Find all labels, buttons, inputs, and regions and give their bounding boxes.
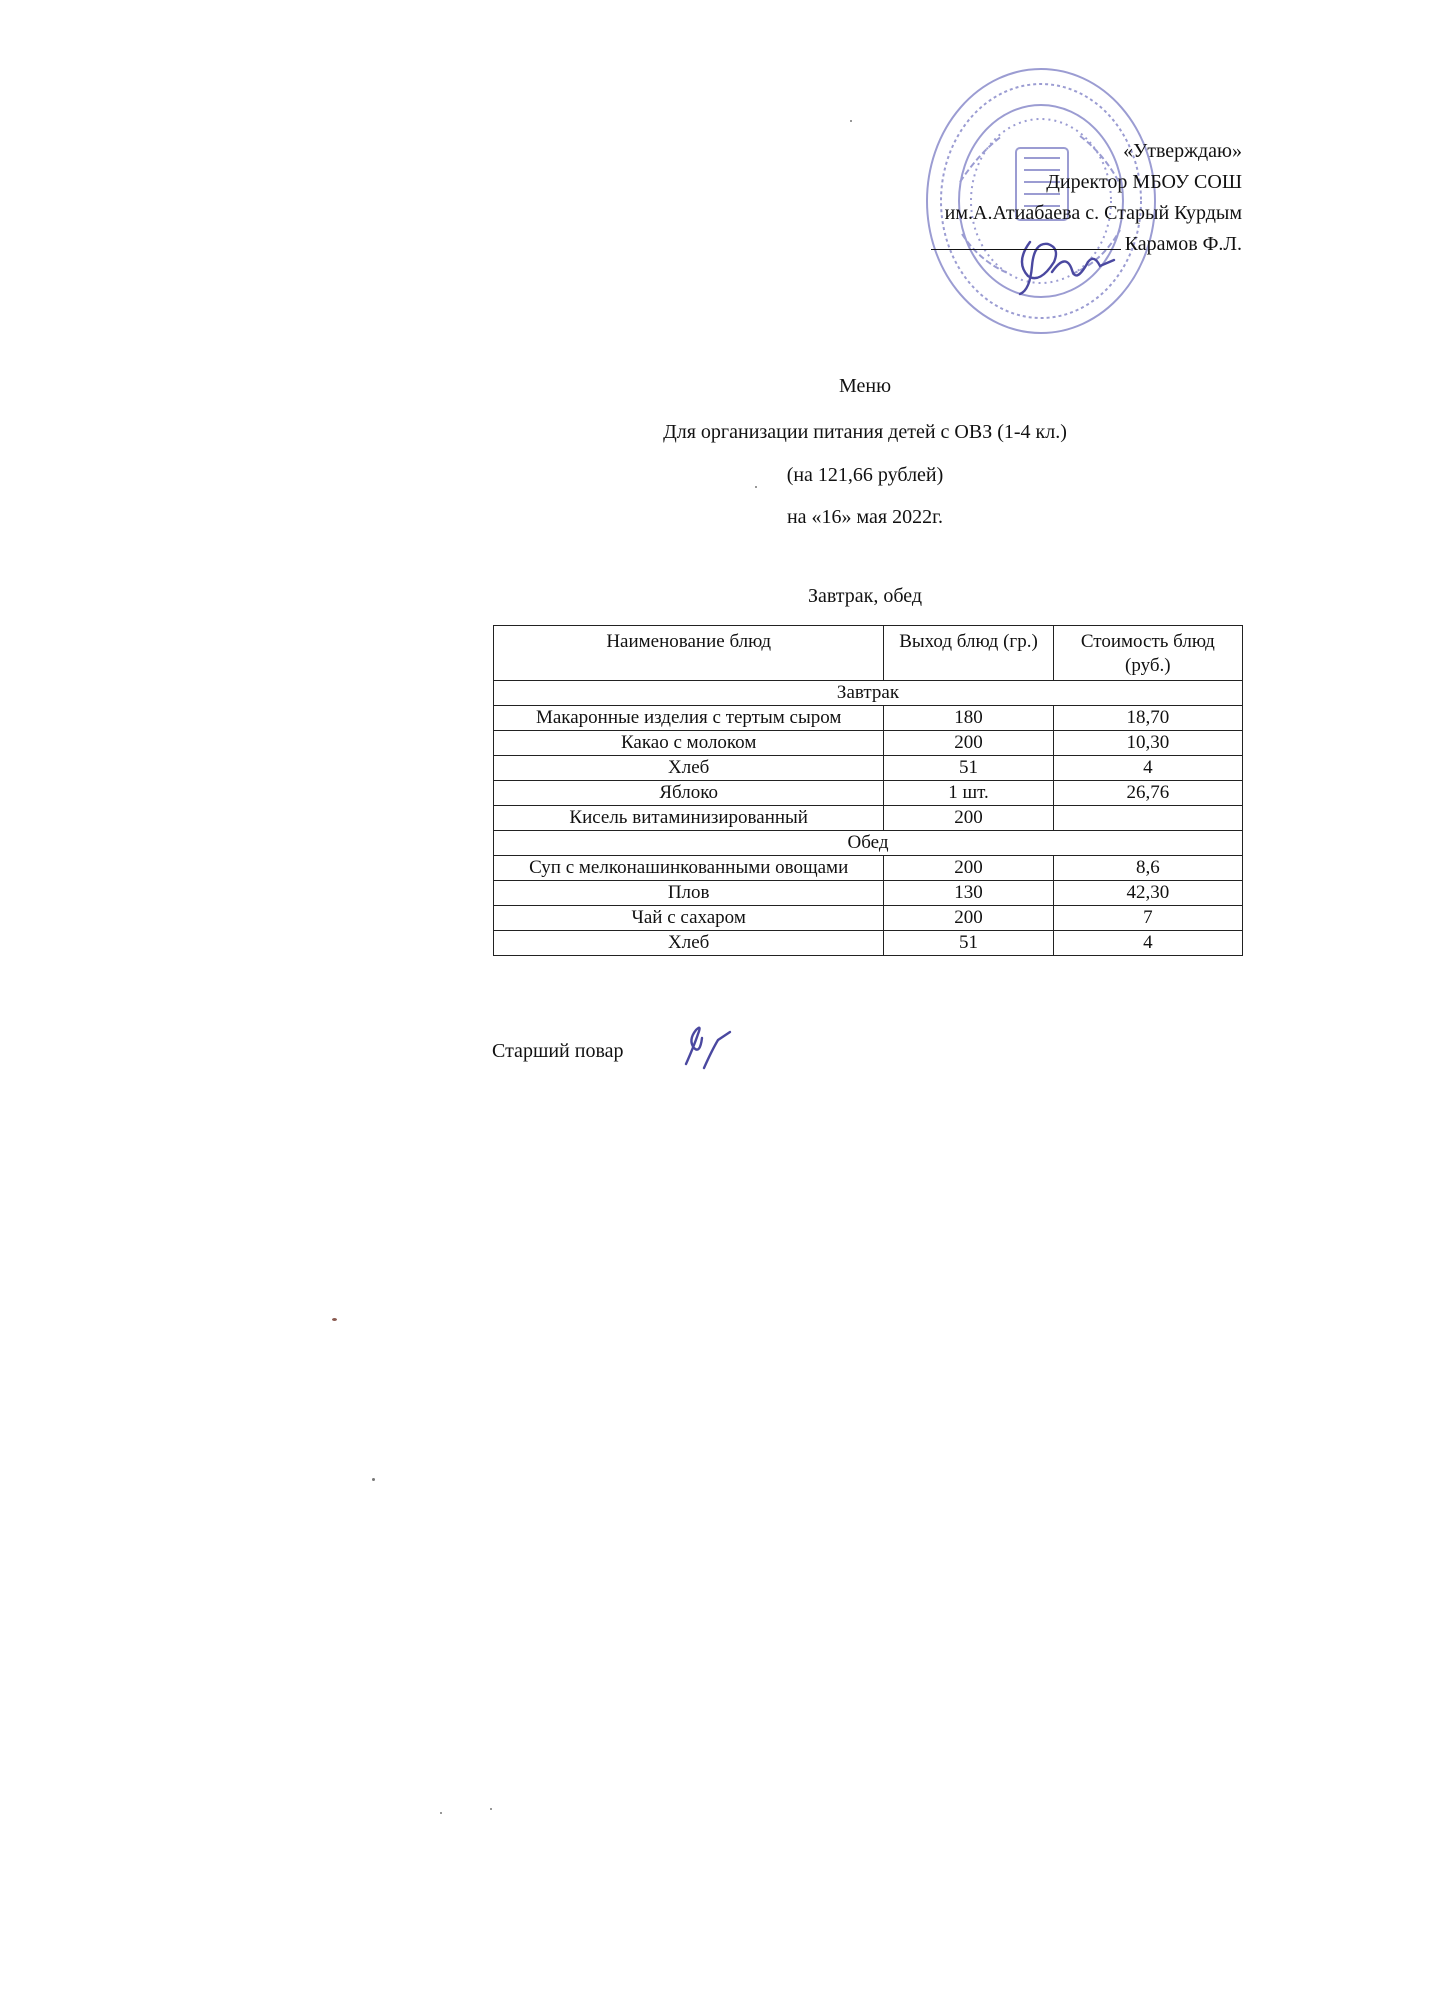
table-row bbox=[494, 806, 1243, 831]
table-row bbox=[494, 781, 1243, 806]
scan-speck bbox=[850, 120, 852, 122]
scan-speck bbox=[372, 1478, 375, 1481]
dish-cost: 7 bbox=[1053, 906, 1242, 931]
dish-yield: 1 шт. bbox=[884, 781, 1053, 806]
scan-speck bbox=[755, 486, 757, 488]
dish-name: Макаронные изделия с тертым сыром bbox=[494, 706, 884, 731]
approval-director-name: Карамов Ф.Л. bbox=[1124, 233, 1242, 255]
menu-meals: Завтрак, обед bbox=[807, 585, 923, 607]
dish-name: Плов bbox=[494, 881, 884, 906]
dish-cost: 8,6 bbox=[1053, 856, 1242, 881]
approval-signatory bbox=[931, 229, 1242, 260]
dish-cost: 4 bbox=[1053, 931, 1242, 956]
section-row-breakfast bbox=[494, 681, 1243, 706]
scan-speck bbox=[490, 1808, 492, 1810]
table-row bbox=[494, 856, 1243, 881]
dish-name: Чай с сахаром bbox=[494, 906, 884, 931]
dish-name: Яблоко bbox=[494, 781, 884, 806]
dish-cost bbox=[1053, 806, 1242, 831]
section-label: Завтрак bbox=[494, 681, 1243, 706]
col-header-cost: Стоимость блюд (руб.) bbox=[1053, 626, 1242, 681]
col-header-yield: Выход блюд (гр.) bbox=[884, 626, 1053, 681]
chef-signature bbox=[672, 1020, 734, 1076]
menu-date: на «16» мая 2022г. bbox=[786, 506, 944, 528]
chef-label: Старший повар bbox=[492, 1040, 624, 1062]
signature-line bbox=[931, 249, 1121, 250]
table-row bbox=[494, 756, 1243, 781]
dish-name: Хлеб bbox=[494, 931, 884, 956]
dish-yield: 200 bbox=[884, 906, 1053, 931]
table-row bbox=[494, 881, 1243, 906]
dish-cost: 4 bbox=[1053, 756, 1242, 781]
dish-cost: 42,30 bbox=[1053, 881, 1242, 906]
menu-price: (на 121,66 рублей) bbox=[786, 464, 944, 486]
dish-yield: 200 bbox=[884, 856, 1053, 881]
section-label: Обед bbox=[494, 831, 1243, 856]
dish-yield: 200 bbox=[884, 731, 1053, 756]
table-row bbox=[494, 731, 1243, 756]
dish-name: Суп с мелконашинкованными овощами bbox=[494, 856, 884, 881]
dish-yield: 130 bbox=[884, 881, 1053, 906]
dish-cost: 10,30 bbox=[1053, 731, 1242, 756]
col-header-name: Наименование блюд bbox=[494, 626, 884, 681]
menu-table bbox=[493, 625, 1243, 956]
section-row-lunch bbox=[494, 831, 1243, 856]
approval-position: Директор МБОУ СОШ bbox=[1046, 171, 1242, 193]
table-row bbox=[494, 706, 1243, 731]
table-row bbox=[494, 906, 1243, 931]
dish-yield: 200 bbox=[884, 806, 1053, 831]
scan-speck bbox=[440, 1812, 442, 1814]
table-header-row bbox=[494, 626, 1243, 681]
dish-cost: 26,76 bbox=[1053, 781, 1242, 806]
dish-yield: 180 bbox=[884, 706, 1053, 731]
dish-cost: 18,70 bbox=[1053, 706, 1242, 731]
menu-subtitle: Для организации питания детей с ОВЗ (1-4 кл.) bbox=[663, 421, 1067, 443]
table-row bbox=[494, 931, 1243, 956]
menu-title: Меню bbox=[838, 375, 892, 397]
approval-school: им.А.Атиабаева с. Старый Курдым bbox=[944, 202, 1242, 224]
dish-name: Хлеб bbox=[494, 756, 884, 781]
dish-yield: 51 bbox=[884, 756, 1053, 781]
approval-title: «Утверждаю» bbox=[1123, 140, 1242, 162]
dish-name: Кисель витаминизированный bbox=[494, 806, 884, 831]
approval-block bbox=[931, 136, 1242, 260]
dish-yield: 51 bbox=[884, 931, 1053, 956]
dish-name: Какао с молоком bbox=[494, 731, 884, 756]
scan-speck bbox=[332, 1318, 337, 1321]
